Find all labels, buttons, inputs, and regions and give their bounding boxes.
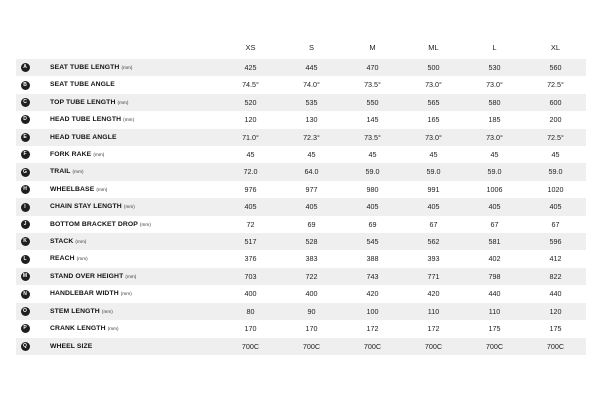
- value-cell-ml: 771: [427, 271, 440, 281]
- measurement-unit: (mm): [120, 291, 132, 297]
- measurement-unit: (mm): [107, 326, 119, 332]
- value-cell-xs: 80: [246, 306, 255, 316]
- row-letter-badge: E: [21, 133, 30, 142]
- table-row: [16, 163, 586, 180]
- value-cell-l: 405: [488, 202, 501, 212]
- value-cell-m: 45: [368, 150, 377, 160]
- value-cell-xl: 1020: [547, 184, 564, 194]
- value-cell-l: 73.0°: [486, 80, 503, 90]
- row-letter-badge: N: [21, 290, 30, 299]
- row-badge-cell: [16, 129, 34, 146]
- size-header-ml: ML: [428, 43, 439, 52]
- row-letter-badge: D: [21, 115, 30, 124]
- header-blank: [16, 37, 34, 59]
- row-letter-badge: A: [21, 63, 30, 72]
- measurement-unit: (mm): [96, 186, 108, 192]
- value-cell-xs: 120: [244, 115, 257, 125]
- measurement-unit: (mm): [76, 256, 88, 262]
- value-cell-s: 445: [305, 63, 318, 72]
- value-cell-s: 700C: [302, 341, 321, 351]
- row-label: [34, 268, 220, 285]
- value-cell-l: 73.0°: [486, 132, 503, 142]
- value-cell-xs: 400: [244, 289, 257, 299]
- row-badge-cell: [16, 268, 34, 285]
- table-row: [16, 338, 586, 355]
- row-badge-cell: [16, 303, 34, 320]
- value-cell-m: 172: [366, 324, 379, 334]
- row-label: [34, 146, 220, 163]
- value-cell-xl: 72.5°: [547, 132, 564, 142]
- size-header-xs: XS: [245, 43, 256, 52]
- value-cell-xl: 175: [549, 324, 562, 334]
- value-cell-l: 45: [490, 150, 499, 160]
- value-cell-l: 581: [488, 237, 501, 247]
- row-badge-cell: [16, 285, 34, 302]
- table-row: [16, 198, 586, 215]
- row-label: [34, 303, 220, 320]
- table-row: [16, 303, 586, 320]
- row-letter-badge: G: [21, 168, 30, 177]
- row-letter-badge: M: [21, 272, 30, 281]
- row-label: [34, 59, 220, 76]
- table-row: [16, 146, 586, 163]
- row-letter-badge: P: [21, 324, 30, 333]
- value-cell-xs: 520: [244, 97, 257, 107]
- row-badge-cell: [16, 233, 34, 250]
- value-cell-s: 722: [305, 271, 318, 281]
- value-cell-xs: 72: [246, 219, 255, 229]
- size-header-s: S: [308, 43, 314, 52]
- value-cell-m: 388: [366, 254, 379, 264]
- value-cell-l: 59.0: [487, 167, 502, 177]
- measurement-name: WHEEL SIZE: [50, 342, 93, 350]
- row-badge-cell: [16, 76, 34, 93]
- value-cell-m: 145: [366, 115, 379, 125]
- value-cell-ml: 991: [427, 184, 440, 194]
- value-cell-ml: 110: [427, 306, 440, 316]
- row-label: [34, 250, 220, 267]
- row-badge-cell: [16, 320, 34, 337]
- value-cell-xs: 976: [244, 184, 257, 194]
- value-cell-xl: 596: [549, 237, 562, 247]
- row-label: [34, 129, 220, 146]
- row-badge-cell: [16, 94, 34, 111]
- geometry-table: [16, 37, 586, 355]
- value-cell-xl: 600: [549, 97, 562, 107]
- table-row: [16, 320, 586, 337]
- measurement-name: STEM LENGTH: [50, 307, 100, 315]
- value-cell-xl: 200: [549, 115, 562, 125]
- value-cell-ml: 393: [427, 254, 440, 264]
- row-letter-badge: K: [21, 237, 30, 246]
- row-label: [34, 285, 220, 302]
- row-letter-badge: O: [21, 307, 30, 316]
- value-cell-l: 67: [490, 219, 499, 229]
- measurement-unit: (mm): [121, 65, 133, 70]
- measurement-name: SEAT TUBE LENGTH: [50, 64, 120, 71]
- row-letter-badge: F: [21, 150, 30, 159]
- measurement-name: STACK: [50, 238, 74, 246]
- measurement-name: REACH: [50, 255, 75, 263]
- value-cell-m: 100: [366, 306, 379, 316]
- value-cell-m: 420: [366, 289, 379, 299]
- row-badge-cell: [16, 216, 34, 233]
- value-cell-s: 400: [305, 289, 318, 299]
- header-row: [16, 37, 586, 59]
- row-label: [34, 216, 220, 233]
- value-cell-l: 798: [488, 271, 501, 281]
- measurement-unit: (mm): [123, 204, 135, 210]
- value-cell-xl: 700C: [546, 341, 565, 351]
- value-cell-ml: 405: [427, 202, 440, 212]
- measurement-unit: (mm): [123, 117, 135, 123]
- value-cell-xs: 703: [244, 271, 257, 281]
- value-cell-xs: 72.0: [243, 167, 258, 177]
- row-badge-cell: [16, 59, 34, 76]
- table-row: [16, 59, 586, 76]
- table-row: [16, 94, 586, 111]
- measurement-unit: (mm): [72, 169, 84, 175]
- value-cell-xs: 71.0°: [242, 132, 259, 142]
- value-cell-l: 700C: [485, 341, 504, 351]
- value-cell-s: 383: [305, 254, 318, 264]
- header-blank: [34, 37, 220, 59]
- row-label: [34, 320, 220, 337]
- row-badge-cell: [16, 181, 34, 198]
- value-cell-s: 69: [307, 219, 316, 229]
- value-cell-s: 130: [305, 115, 318, 125]
- value-cell-l: 580: [488, 97, 501, 107]
- table-row: [16, 233, 586, 250]
- measurement-name: HANDLEBAR WIDTH: [50, 290, 119, 298]
- value-cell-ml: 562: [427, 237, 440, 247]
- table-body: [16, 59, 586, 355]
- value-cell-m: 545: [366, 237, 379, 247]
- value-cell-xs: 405: [244, 202, 257, 212]
- value-cell-m: 743: [366, 271, 379, 281]
- table-row: [16, 111, 586, 128]
- value-cell-xl: 120: [549, 306, 562, 316]
- size-header-xl: XL: [550, 43, 561, 52]
- table-row: [16, 250, 586, 267]
- row-label: [34, 163, 220, 180]
- row-letter-badge: H: [21, 185, 30, 194]
- value-cell-m: 69: [368, 219, 377, 229]
- measurement-name: WHEELBASE: [50, 185, 95, 193]
- value-cell-l: 110: [488, 306, 501, 316]
- row-letter-badge: Q: [21, 342, 30, 351]
- value-cell-ml: 420: [427, 289, 440, 299]
- value-cell-xl: 45: [551, 150, 560, 160]
- geometry-table-container: [16, 37, 586, 355]
- value-cell-xs: 170: [244, 324, 257, 334]
- row-badge-cell: [16, 146, 34, 163]
- value-cell-ml: 165: [427, 115, 440, 125]
- value-cell-xs: 425: [244, 63, 257, 72]
- value-cell-ml: 67: [429, 219, 438, 229]
- value-cell-xl: 67: [551, 219, 560, 229]
- value-cell-s: 535: [305, 97, 318, 107]
- value-cell-l: 1006: [486, 184, 503, 194]
- value-cell-m: 700C: [363, 341, 382, 351]
- table-row: [16, 181, 586, 198]
- value-cell-xs: 376: [244, 254, 257, 264]
- value-cell-s: 170: [305, 324, 318, 334]
- row-badge-cell: [16, 198, 34, 215]
- measurement-name: CHAIN STAY LENGTH: [50, 203, 122, 211]
- size-header-m: M: [369, 43, 376, 52]
- value-cell-ml: 45: [429, 150, 438, 160]
- row-label: [34, 338, 220, 355]
- value-cell-s: 90: [307, 306, 316, 316]
- value-cell-s: 74.0°: [303, 80, 320, 90]
- value-cell-xl: 412: [549, 254, 562, 264]
- value-cell-s: 45: [307, 150, 316, 160]
- row-label: [34, 181, 220, 198]
- value-cell-s: 528: [305, 237, 318, 247]
- value-cell-xs: 517: [244, 237, 257, 247]
- table-row: [16, 268, 586, 285]
- row-letter-badge: B: [21, 81, 30, 90]
- row-label: [34, 111, 220, 128]
- value-cell-xl: 822: [549, 271, 562, 281]
- value-cell-l: 530: [488, 63, 501, 72]
- table-row: [16, 285, 586, 302]
- value-cell-m: 405: [366, 202, 379, 212]
- row-letter-badge: J: [21, 220, 30, 229]
- value-cell-l: 440: [488, 289, 501, 299]
- value-cell-m: 73.5°: [364, 132, 381, 142]
- measurement-name: SEAT TUBE ANGLE: [50, 81, 115, 89]
- value-cell-ml: 59.0: [426, 167, 441, 177]
- value-cell-s: 72.3°: [303, 132, 320, 142]
- row-badge-cell: [16, 163, 34, 180]
- measurement-name: FORK RAKE: [50, 151, 92, 159]
- value-cell-l: 185: [488, 115, 501, 125]
- row-label: [34, 198, 220, 215]
- measurement-unit: (mm): [139, 221, 151, 227]
- measurement-name: HEAD TUBE LENGTH: [50, 116, 122, 124]
- value-cell-xl: 405: [549, 202, 562, 212]
- value-cell-xs: 45: [246, 150, 255, 160]
- value-cell-xl: 440: [549, 289, 562, 299]
- value-cell-ml: 73.0°: [425, 132, 442, 142]
- value-cell-m: 59.0: [365, 167, 380, 177]
- table-header: [16, 37, 586, 59]
- row-badge-cell: [16, 111, 34, 128]
- value-cell-s: 405: [305, 202, 318, 212]
- value-cell-ml: 700C: [424, 341, 443, 351]
- row-label: [34, 94, 220, 111]
- value-cell-xs: 74.5°: [242, 80, 259, 90]
- row-badge-cell: [16, 250, 34, 267]
- value-cell-l: 402: [488, 254, 501, 264]
- value-cell-ml: 73.0°: [425, 80, 442, 90]
- measurement-name: TRAIL: [50, 168, 71, 176]
- value-cell-ml: 172: [427, 324, 440, 334]
- value-cell-s: 977: [305, 184, 318, 194]
- table-row: [16, 76, 586, 93]
- value-cell-xl: 59.0: [548, 167, 563, 177]
- row-label: [34, 76, 220, 93]
- value-cell-m: 470: [366, 63, 379, 72]
- measurement-name: BOTTOM BRACKET DROP: [50, 220, 138, 228]
- value-cell-xs: 700C: [241, 341, 260, 351]
- measurement-unit: (mm): [117, 99, 129, 105]
- measurement-unit: (mm): [93, 152, 105, 158]
- row-letter-badge: C: [21, 98, 30, 107]
- measurement-name: TOP TUBE LENGTH: [50, 98, 116, 106]
- row-letter-badge: L: [21, 255, 30, 264]
- measurement-name: CRANK LENGTH: [50, 325, 106, 333]
- size-header-l: L: [492, 43, 497, 52]
- table-row: [16, 216, 586, 233]
- row-letter-badge: I: [21, 203, 30, 212]
- measurement-unit: (mm): [125, 273, 137, 279]
- row-badge-cell: [16, 338, 34, 355]
- value-cell-xl: 72.5°: [547, 80, 564, 90]
- measurement-unit: (mm): [101, 308, 113, 314]
- value-cell-m: 550: [366, 97, 379, 107]
- value-cell-ml: 500: [427, 63, 440, 72]
- value-cell-l: 175: [488, 324, 501, 334]
- value-cell-m: 980: [366, 184, 379, 194]
- value-cell-xl: 560: [549, 63, 562, 72]
- table-row: [16, 129, 586, 146]
- value-cell-m: 73.5°: [364, 80, 381, 90]
- value-cell-ml: 565: [427, 97, 440, 107]
- value-cell-s: 64.0: [304, 167, 319, 177]
- measurement-name: HEAD TUBE ANGLE: [50, 133, 117, 141]
- row-label: [34, 233, 220, 250]
- measurement-unit: (mm): [75, 239, 87, 245]
- measurement-name: STAND OVER HEIGHT: [50, 272, 124, 280]
